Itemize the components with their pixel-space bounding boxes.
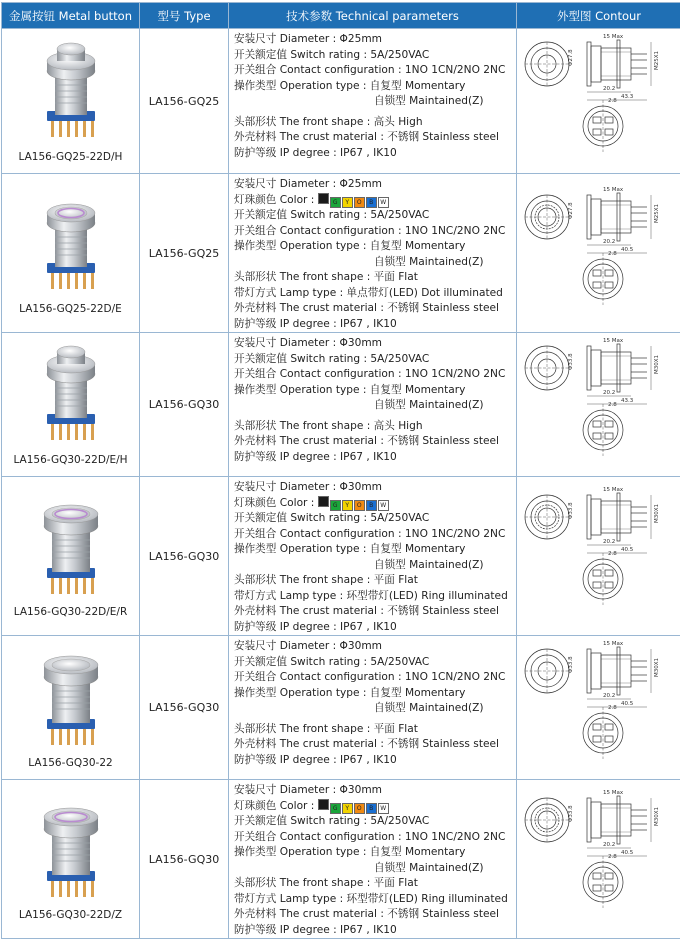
specs-cell bbox=[229, 333, 517, 477]
dim-thread: M30X1 bbox=[654, 354, 660, 373]
dim-b: 43.3 bbox=[621, 94, 634, 100]
spec-rating: 开关额定值 Switch rating : 5A/250VAC bbox=[234, 208, 516, 224]
dim-phi: Φ27.8 bbox=[568, 48, 574, 65]
table-row bbox=[2, 780, 680, 939]
button-photo bbox=[21, 647, 121, 755]
spec-rating: 开关额定值 Switch rating : 5A/250VAC bbox=[234, 814, 516, 830]
dim-thread: M30X1 bbox=[654, 504, 660, 523]
spec-diameter: 安装尺寸 Diameter : Φ30mm bbox=[234, 336, 516, 352]
bottom-view bbox=[583, 856, 623, 908]
specs-cell bbox=[229, 636, 517, 780]
color-swatch: W bbox=[378, 197, 389, 208]
front-view bbox=[525, 649, 569, 693]
color-swatch: Y bbox=[342, 500, 353, 511]
header-contour: 外型图 Contour bbox=[517, 3, 680, 29]
dim-phi: Φ27.8 bbox=[568, 202, 574, 219]
spec-contact: 开关组合 Contact configuration : 1NO 1NC/2NO 2NC bbox=[234, 527, 516, 543]
side-view bbox=[587, 40, 651, 100]
spec-shape: 头部形状 The front shape : 高头 High bbox=[234, 419, 516, 435]
contour-drawing bbox=[517, 639, 677, 777]
spec-rating: 开关额定值 Switch rating : 5A/250VAC bbox=[234, 48, 516, 64]
header-technical-parameters: 技术参数 Technical parameters bbox=[229, 3, 517, 29]
dim-phi: Φ33.8 bbox=[568, 805, 574, 822]
color-swatch: O bbox=[354, 803, 365, 814]
front-view bbox=[525, 798, 569, 842]
button-photo bbox=[21, 799, 121, 907]
dim-e: 2.8 bbox=[608, 705, 617, 711]
spec-operation-maintained: 自锁型 Maintained(Z) bbox=[234, 398, 516, 414]
specs-cell bbox=[229, 477, 517, 636]
spec-lamp: 带灯方式 Lamp type : 环型带灯(LED) Ring illuminated bbox=[234, 892, 516, 908]
color-swatch: B bbox=[366, 500, 377, 511]
color-swatch: B bbox=[366, 197, 377, 208]
contour-drawing bbox=[517, 185, 677, 321]
contour-cell bbox=[517, 333, 680, 477]
contour-cell bbox=[517, 477, 680, 636]
contour-drawing bbox=[517, 336, 677, 474]
contour-cell bbox=[517, 29, 680, 174]
product-caption: LA156-GQ30-22D/E/H bbox=[2, 454, 139, 466]
front-view bbox=[525, 42, 569, 86]
spec-rating: 开关额定值 Switch rating : 5A/250VAC bbox=[234, 352, 516, 368]
color-swatch: G bbox=[330, 197, 341, 208]
dim-max: 15 Max bbox=[603, 338, 624, 344]
spec-operation-maintained: 自锁型 Maintained(Z) bbox=[234, 861, 516, 877]
spec-diameter: 安装尺寸 Diameter : Φ30mm bbox=[234, 783, 516, 799]
color-swatch: G bbox=[330, 803, 341, 814]
spec-ip: 防护等级 IP degree : IP67 , IK10 bbox=[234, 753, 516, 769]
front-view bbox=[525, 346, 569, 390]
spec-operation: 操作类型 Operation type : 自复型 Momentary bbox=[234, 542, 516, 558]
product-cell bbox=[2, 333, 140, 477]
spec-shape: 头部形状 The front shape : 平面 Flat bbox=[234, 573, 516, 589]
spec-operation-maintained: 自锁型 Maintained(Z) bbox=[234, 701, 516, 717]
spec-diameter: 安装尺寸 Diameter : Φ30mm bbox=[234, 639, 516, 655]
dim-phi: Φ33.8 bbox=[568, 502, 574, 519]
dim-max: 15 Max bbox=[603, 641, 624, 647]
front-view bbox=[525, 495, 569, 539]
product-caption: LA156-GQ30-22D/E/R bbox=[2, 606, 139, 618]
bottom-view bbox=[583, 707, 623, 759]
dim-max: 15 Max bbox=[603, 487, 624, 493]
product-cell bbox=[2, 29, 140, 174]
dim-e: 2.8 bbox=[608, 402, 617, 408]
table-row bbox=[2, 174, 680, 333]
product-cell bbox=[2, 174, 140, 333]
spec-operation: 操作类型 Operation type : 自复型 Momentary bbox=[234, 79, 516, 95]
product-table bbox=[1, 2, 680, 939]
spec-shape: 头部形状 The front shape : 平面 Flat bbox=[234, 722, 516, 738]
spec-operation: 操作类型 Operation type : 自复型 Momentary bbox=[234, 239, 516, 255]
product-caption: LA156-GQ30-22 bbox=[2, 757, 139, 769]
type-cell: LA156-GQ30 bbox=[140, 636, 229, 780]
side-view bbox=[587, 647, 651, 707]
spec-contact: 开关组合 Contact configuration : 1NO 1NC/2NO 2NC bbox=[234, 224, 516, 240]
header-row bbox=[2, 3, 680, 29]
color-swatch: Y bbox=[342, 803, 353, 814]
bottom-view bbox=[583, 404, 623, 456]
color-swatch: G bbox=[330, 500, 341, 511]
type-cell: LA156-GQ25 bbox=[140, 29, 229, 174]
spec-material: 外壳材料 The crust material : 不锈钢 Stainless steel bbox=[234, 907, 516, 923]
dim-b: 40.5 bbox=[621, 247, 634, 253]
spec-operation-maintained: 自锁型 Maintained(Z) bbox=[234, 255, 516, 271]
contour-drawing bbox=[517, 485, 677, 627]
dim-a: 20.2 bbox=[603, 539, 615, 545]
product-cell bbox=[2, 780, 140, 939]
side-view bbox=[587, 493, 651, 553]
spec-contact: 开关组合 Contact configuration : 1NO 1CN/2NO 2NC bbox=[234, 367, 516, 383]
spec-contact: 开关组合 Contact configuration : 1NO 1CN/2NO 2NC bbox=[234, 670, 516, 686]
color-swatch bbox=[318, 193, 329, 204]
dim-thread: M30X1 bbox=[654, 657, 660, 676]
color-swatch: W bbox=[378, 500, 389, 511]
spec-ip: 防护等级 IP degree : IP67 , IK10 bbox=[234, 923, 516, 939]
dim-a: 20.2 bbox=[603, 842, 615, 848]
dim-e: 2.8 bbox=[608, 854, 617, 860]
spec-ip: 防护等级 IP degree : IP67 , IK10 bbox=[234, 450, 516, 466]
color-swatch: B bbox=[366, 803, 377, 814]
spec-shape: 头部形状 The front shape : 平面 Flat bbox=[234, 270, 516, 286]
header-metal-button: 金属按钮 Metal button bbox=[2, 3, 140, 29]
table-row bbox=[2, 333, 680, 477]
button-photo bbox=[21, 41, 121, 149]
specs-cell bbox=[229, 29, 517, 174]
spec-operation-maintained: 自锁型 Maintained(Z) bbox=[234, 558, 516, 574]
specs-cell bbox=[229, 174, 517, 333]
product-caption: LA156-GQ30-22D/Z bbox=[2, 909, 139, 921]
bottom-view bbox=[583, 100, 623, 152]
dim-thread: M30X1 bbox=[654, 807, 660, 826]
spec-material: 外壳材料 The crust material : 不锈钢 Stainless steel bbox=[234, 737, 516, 753]
spec-operation: 操作类型 Operation type : 自复型 Momentary bbox=[234, 686, 516, 702]
type-cell: LA156-GQ25 bbox=[140, 174, 229, 333]
spec-ip: 防护等级 IP degree : IP67 , IK10 bbox=[234, 146, 516, 162]
bottom-view bbox=[583, 253, 623, 305]
contour-drawing bbox=[517, 788, 677, 930]
color-swatch bbox=[318, 496, 329, 507]
dim-thread: M25X1 bbox=[654, 50, 660, 69]
dim-a: 20.2 bbox=[603, 390, 615, 396]
table-row bbox=[2, 477, 680, 636]
spec-diameter: 安装尺寸 Diameter : Φ30mm bbox=[234, 480, 516, 496]
color-swatch: W bbox=[378, 803, 389, 814]
dim-max: 15 Max bbox=[603, 34, 624, 40]
product-caption: LA156-GQ25-22D/H bbox=[2, 151, 139, 163]
spec-material: 外壳材料 The crust material : 不锈钢 Stainless steel bbox=[234, 434, 516, 450]
button-photo bbox=[21, 193, 121, 301]
product-cell bbox=[2, 477, 140, 636]
spec-operation: 操作类型 Operation type : 自复型 Momentary bbox=[234, 845, 516, 861]
spec-material: 外壳材料 The crust material : 不锈钢 Stainless steel bbox=[234, 301, 516, 317]
spec-shape: 头部形状 The front shape : 高头 High bbox=[234, 115, 516, 131]
front-view bbox=[525, 195, 569, 239]
spec-material: 外壳材料 The crust material : 不锈钢 Stainless steel bbox=[234, 130, 516, 146]
contour-drawing bbox=[517, 32, 677, 171]
dim-b: 43.3 bbox=[621, 398, 634, 404]
spec-shape: 头部形状 The front shape : 平面 Flat bbox=[234, 876, 516, 892]
contour-cell bbox=[517, 780, 680, 939]
dim-e: 2.8 bbox=[608, 98, 617, 104]
dim-b: 40.5 bbox=[621, 850, 634, 856]
dim-e: 2.8 bbox=[608, 251, 617, 257]
spec-ip: 防护等级 IP degree : IP67 , IK10 bbox=[234, 620, 516, 636]
spec-color: 灯珠颜色 Color : G Y O B W bbox=[234, 496, 516, 512]
spec-ip: 防护等级 IP degree : IP67 , IK10 bbox=[234, 317, 516, 333]
contour-cell bbox=[517, 636, 680, 780]
button-photo bbox=[21, 344, 121, 452]
type-cell: LA156-GQ30 bbox=[140, 333, 229, 477]
type-cell: LA156-GQ30 bbox=[140, 780, 229, 939]
dim-b: 40.5 bbox=[621, 547, 634, 553]
dim-thread: M25X1 bbox=[654, 204, 660, 223]
spec-diameter: 安装尺寸 Diameter : Φ25mm bbox=[234, 32, 516, 48]
spec-operation-maintained: 自锁型 Maintained(Z) bbox=[234, 94, 516, 110]
dim-max: 15 Max bbox=[603, 187, 624, 193]
dim-phi: Φ33.8 bbox=[568, 352, 574, 369]
spec-lamp: 带灯方式 Lamp type : 单点带灯(LED) Dot illuminated bbox=[234, 286, 516, 302]
side-view bbox=[587, 344, 651, 404]
header-type: 型号 Type bbox=[140, 3, 229, 29]
contour-cell bbox=[517, 174, 680, 333]
color-swatch: Y bbox=[342, 197, 353, 208]
side-view bbox=[587, 796, 651, 856]
dim-a: 20.2 bbox=[603, 86, 615, 92]
color-swatch: O bbox=[354, 500, 365, 511]
spec-diameter: 安装尺寸 Diameter : Φ25mm bbox=[234, 177, 516, 193]
spec-contact: 开关组合 Contact configuration : 1NO 1NC/2NO 2NC bbox=[234, 830, 516, 846]
dim-b: 40.5 bbox=[621, 701, 634, 707]
spec-color: 灯珠颜色 Color : G Y O B W bbox=[234, 193, 516, 209]
spec-color: 灯珠颜色 Color : G Y O B W bbox=[234, 799, 516, 815]
specs-cell bbox=[229, 780, 517, 939]
side-view bbox=[587, 193, 651, 253]
dim-a: 20.2 bbox=[603, 239, 615, 245]
button-photo bbox=[21, 496, 121, 604]
dim-phi: Φ33.8 bbox=[568, 655, 574, 672]
dim-e: 2.8 bbox=[608, 551, 617, 557]
bottom-view bbox=[583, 553, 623, 605]
spec-contact: 开关组合 Contact configuration : 1NO 1CN/2NO 2NC bbox=[234, 63, 516, 79]
color-swatch: O bbox=[354, 197, 365, 208]
spec-lamp: 带灯方式 Lamp type : 环型带灯(LED) Ring illuminated bbox=[234, 589, 516, 605]
table-row bbox=[2, 636, 680, 780]
product-cell bbox=[2, 636, 140, 780]
product-caption: LA156-GQ25-22D/E bbox=[2, 303, 139, 315]
spec-rating: 开关额定值 Switch rating : 5A/250VAC bbox=[234, 655, 516, 671]
type-cell: LA156-GQ30 bbox=[140, 477, 229, 636]
dim-max: 15 Max bbox=[603, 790, 624, 796]
spec-rating: 开关额定值 Switch rating : 5A/250VAC bbox=[234, 511, 516, 527]
spec-operation: 操作类型 Operation type : 自复型 Momentary bbox=[234, 383, 516, 399]
dim-a: 20.2 bbox=[603, 693, 615, 699]
spec-material: 外壳材料 The crust material : 不锈钢 Stainless steel bbox=[234, 604, 516, 620]
table-row bbox=[2, 29, 680, 174]
color-swatch bbox=[318, 799, 329, 810]
